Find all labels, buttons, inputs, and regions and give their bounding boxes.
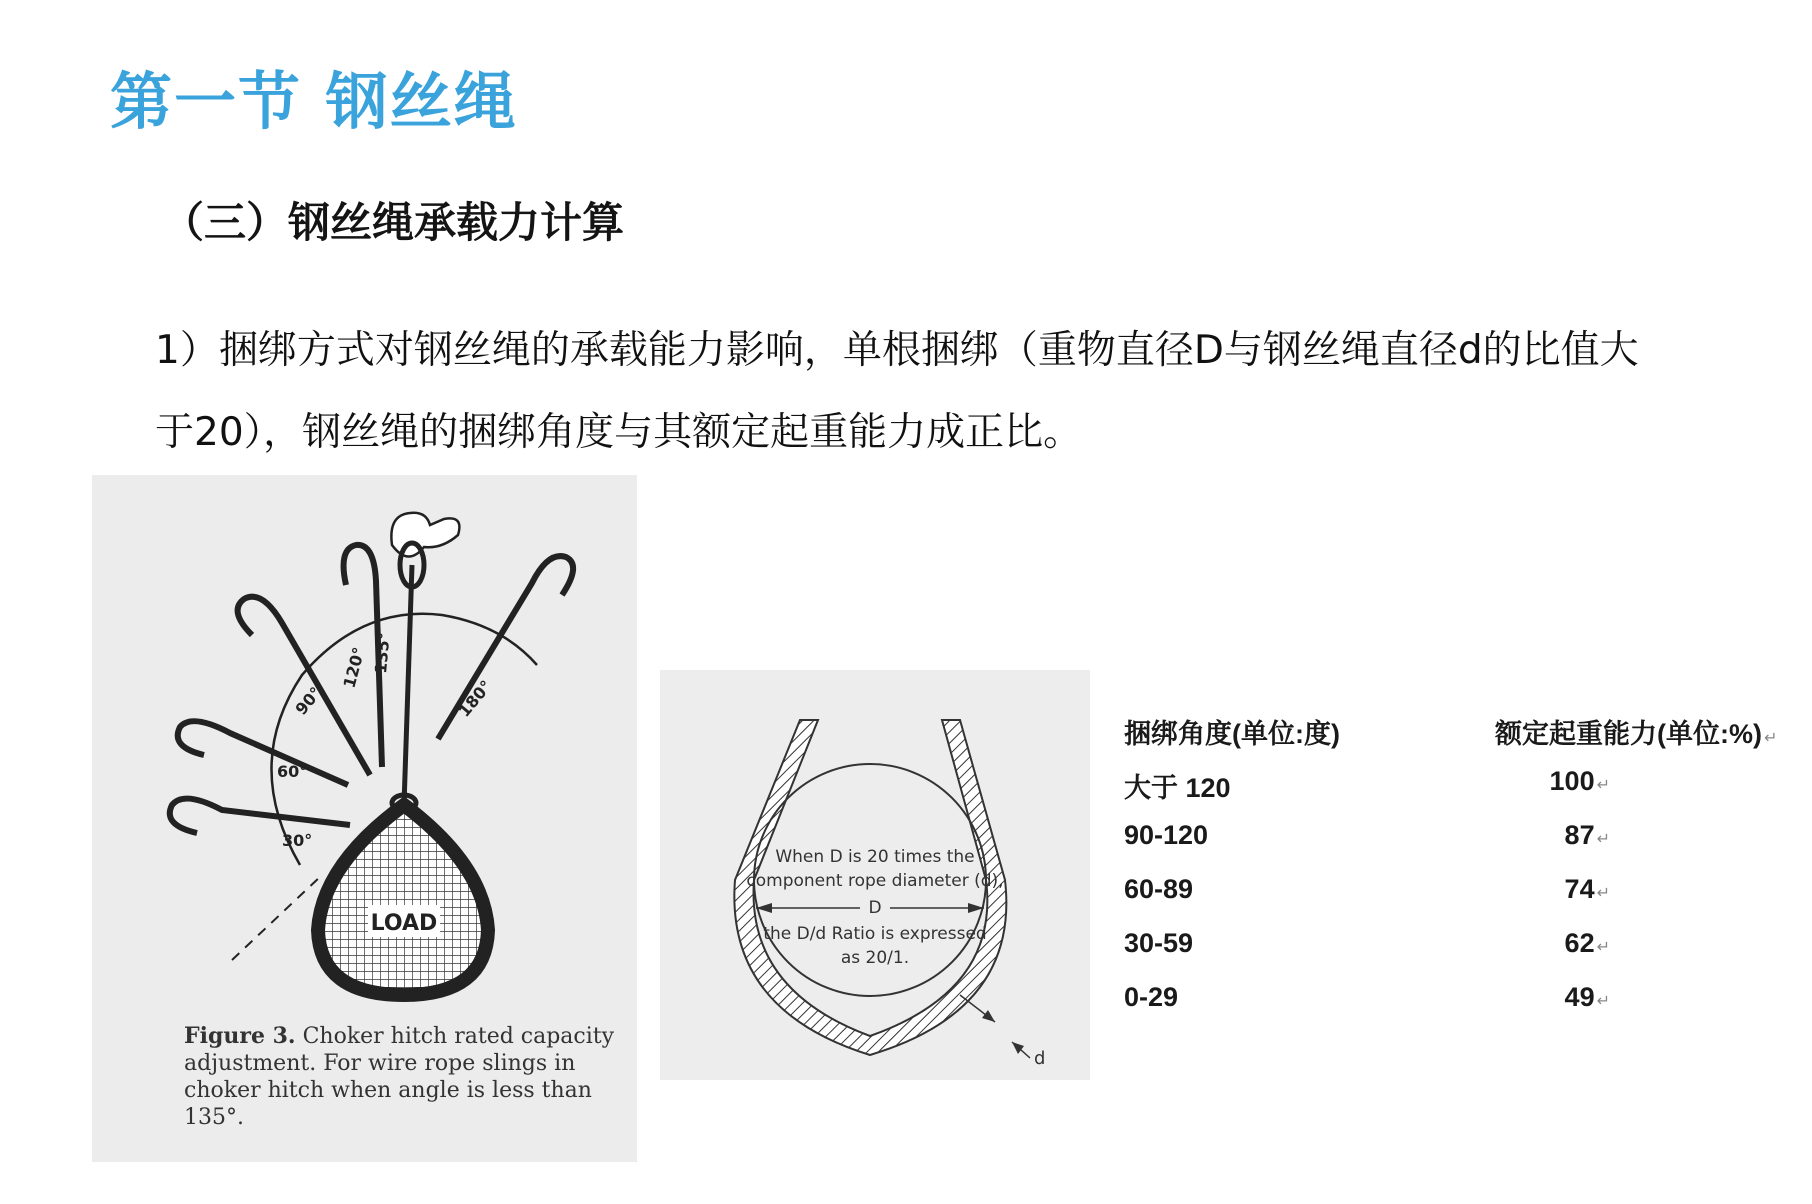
table-row [1120,982,1800,1036]
page-title: 第一节 钢丝绳 [110,65,518,138]
dashed-line [232,875,322,960]
table-row [1120,874,1800,928]
dd-line-4: as 20/1. [840,948,910,968]
angle-label-90: 90° [291,683,326,719]
body-paragraph: 1）捆绑方式对钢丝绳的承载能力影响，单根捆绑（重物直径D与钢丝绳直径d的比值大于20），钢丝绳的捆绑角度与其额定起重能力成正比。 [155,328,1639,455]
row-angle: 大于 120 [1124,773,1231,803]
small-d-label: d [1034,1048,1046,1069]
dd-line-3: the D/d Ratio is expressed [763,924,987,944]
sling-30 [170,799,350,833]
header-capacity: 额定起重能力(单位:%) ↵ [1495,719,1778,749]
dd-big-d: D [860,896,890,920]
main-rope [404,565,412,805]
sling-60 [178,721,348,785]
figure-caption-text: Choker hitch rated capacity adjustment. For wire rope slings in choker hitch when angle is less than 135°. [184,1024,615,1130]
row-angle: 0-29 [1124,982,1179,1012]
capacity-table [1120,712,1800,1036]
angle-label-135: 135° [371,631,394,675]
angle-label-60: 60° [277,762,308,781]
row-capacity: 74 ↵ [1564,874,1610,904]
d-pointer-arrow-2 [1012,1042,1024,1054]
angle-label-180: 180° [454,676,496,721]
table-row [1120,928,1800,982]
row-capacity: 100 ↵ [1549,766,1610,796]
dd-ratio-figure [660,670,1090,1080]
row-capacity: 49 ↵ [1564,982,1610,1012]
angle-label-30: 30° [282,831,313,850]
figure-caption-label: Figure 3. [184,1023,296,1049]
table-row [1120,766,1800,820]
row-angle: 60-89 [1124,874,1194,904]
dd-line-1: When D is 20 times the [775,847,975,867]
row-angle: 30-59 [1124,928,1194,958]
table-header-row [1120,712,1800,766]
table-row [1120,820,1800,874]
header-angle: 捆绑角度(单位:度) [1124,719,1340,749]
row-angle: 90-120 [1124,820,1209,850]
load-body [318,805,488,995]
load-label: LOAD [370,911,438,936]
d-pointer-arrow-1 [982,1010,995,1022]
section-heading: （三）钢丝绳承载力计算 [162,198,625,247]
choker-hitch-figure [92,475,637,1162]
angle-label-120: 120° [339,645,369,691]
dd-line-2: component rope diameter (d), [746,871,1004,891]
row-capacity: 62 ↵ [1564,928,1610,958]
row-capacity: 87 ↵ [1564,820,1610,850]
figure-caption [184,1023,624,1131]
